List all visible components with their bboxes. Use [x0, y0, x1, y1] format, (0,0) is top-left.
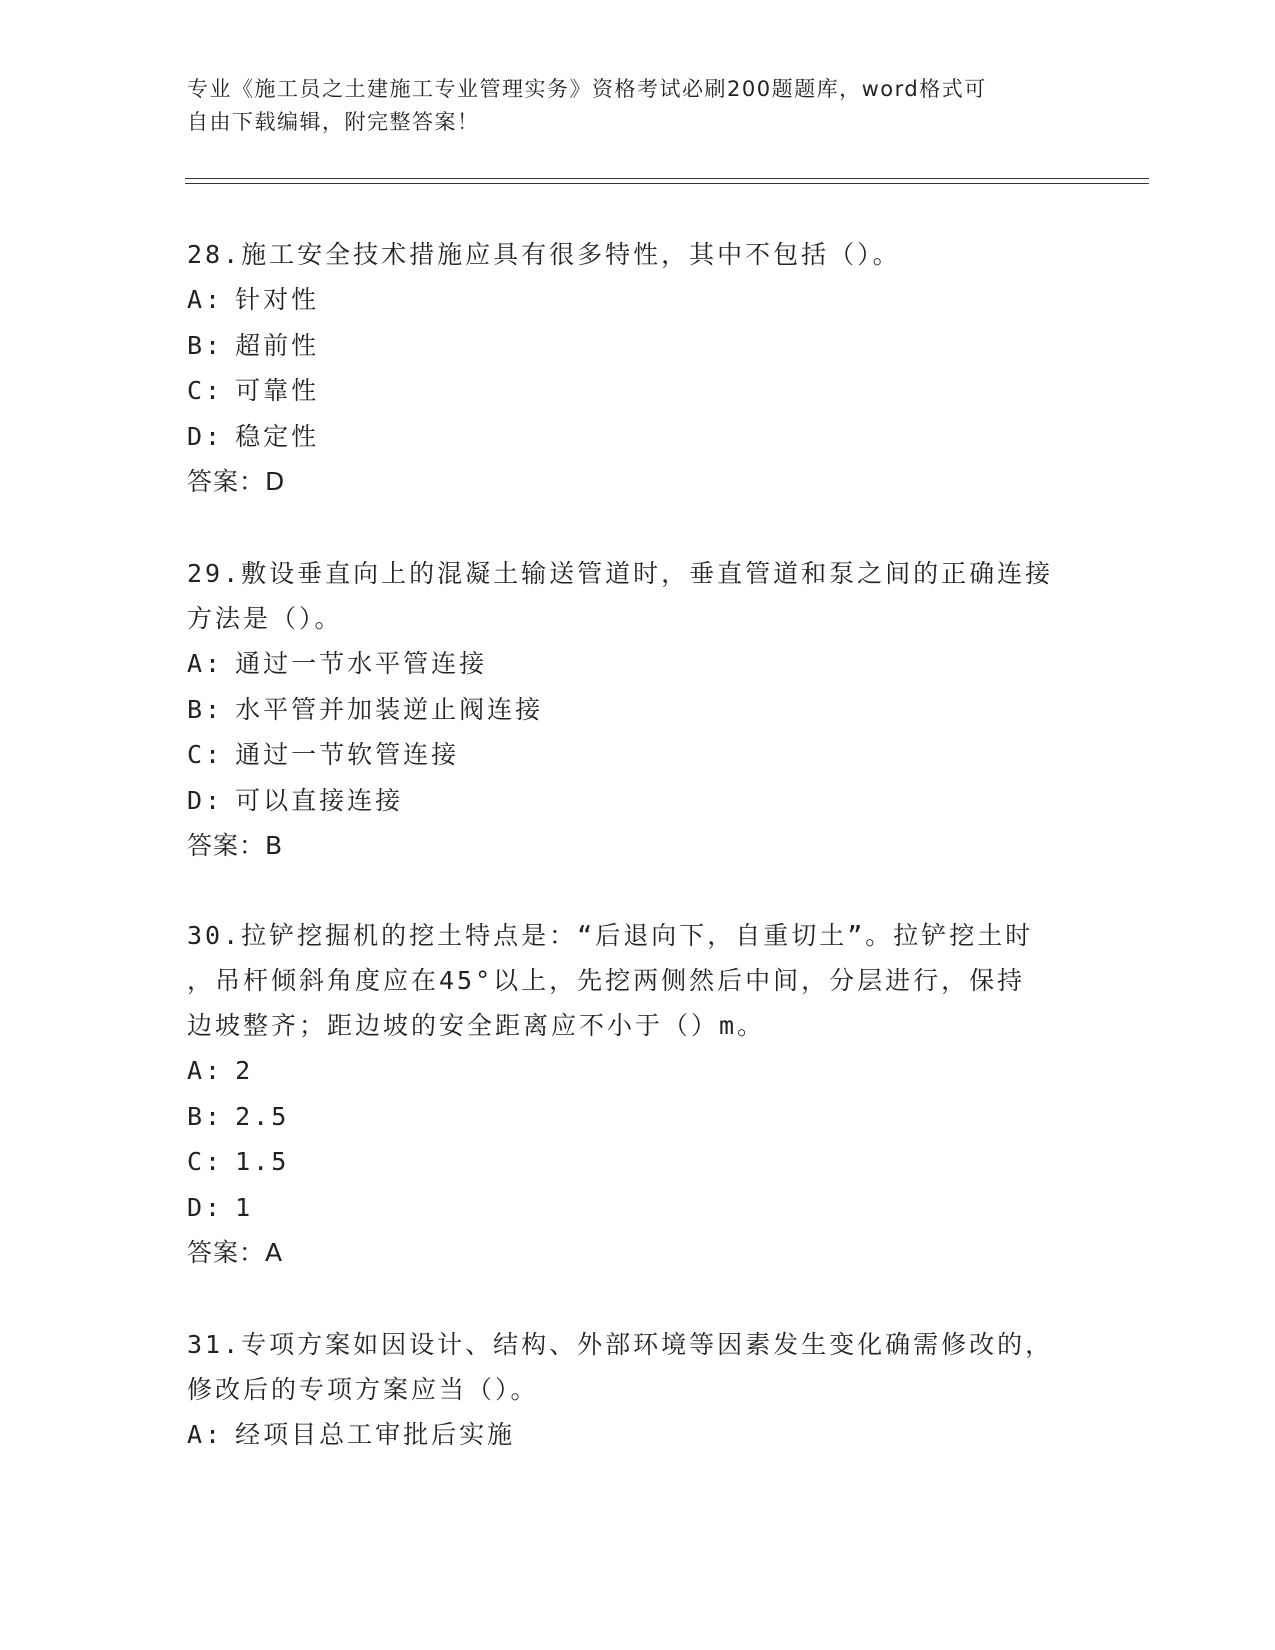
option-a — [187, 277, 1087, 323]
option-label: A: — [187, 1056, 224, 1085]
option-c — [187, 368, 1087, 414]
option-text: 通过一节水平管连接 — [235, 649, 488, 678]
option-text: 经项目总工审批后实施 — [235, 1420, 516, 1449]
option-text: 2.5 — [235, 1101, 290, 1131]
header-line-2: 自由下载编辑，附完整答案！ — [187, 110, 480, 134]
question-stem-continued: 方法是（）。 — [187, 604, 343, 633]
question-stem-continued: 边坡整齐；距边坡的安全距离应不小于（）m。 — [187, 1011, 766, 1040]
answer-line: 答案：A — [187, 1238, 284, 1267]
option-text: 超前性 — [235, 330, 320, 360]
question-stem: 31.专项方案如因设计、结构、外部环境等因素发生变化确需修改的， — [187, 1330, 1054, 1359]
question-31 — [187, 1322, 1087, 1458]
option-d — [187, 1185, 1087, 1231]
option-c — [187, 732, 1087, 778]
question-stem: 28.施工安全技术措施应具有很多特性，其中不包括（）。 — [187, 240, 901, 269]
option-label: B: — [187, 330, 224, 360]
question-28 — [187, 232, 1087, 504]
question-stem-continued: 修改后的专项方案应当（）。 — [187, 1375, 539, 1404]
option-label: A: — [187, 1420, 224, 1449]
option-label: A: — [187, 649, 224, 678]
option-b — [187, 323, 1087, 369]
option-label: B: — [187, 1101, 224, 1131]
option-b — [187, 687, 1087, 733]
option-label: D: — [187, 421, 224, 451]
header-line-1: 专业《施工员之土建施工专业管理实务》资格考试必刷200题题库，word格式可 — [187, 77, 987, 101]
option-label: C: — [187, 740, 224, 769]
option-text: 针对性 — [235, 285, 320, 314]
option-text: 稳定性 — [235, 421, 320, 451]
option-d — [187, 414, 1087, 460]
question-29 — [187, 551, 1087, 868]
question-30 — [187, 913, 1087, 1275]
option-label: C: — [187, 1147, 224, 1176]
option-label: B: — [187, 694, 224, 724]
option-text: 水平管并加装逆止阀连接 — [235, 694, 544, 724]
question-stem: 29.敷设垂直向上的混凝土输送管道时，垂直管道和泵之间的正确连接 — [187, 559, 1054, 588]
option-label: D: — [187, 785, 224, 815]
option-text: 2 — [235, 1056, 254, 1085]
option-d — [187, 778, 1087, 824]
option-a — [187, 1412, 1087, 1458]
option-text: 可以直接连接 — [235, 785, 404, 815]
question-stem-continued: ，吊杆倾斜角度应在45°以上，先挖两侧然后中间，分层进行，保持 — [187, 966, 1026, 995]
option-text: 可靠性 — [235, 376, 320, 405]
answer-line: 答案：D — [187, 467, 286, 496]
header-divider-bottom — [185, 183, 1149, 184]
header-divider-top — [185, 178, 1149, 179]
option-a — [187, 1048, 1087, 1094]
option-label: D: — [187, 1192, 224, 1222]
option-b — [187, 1094, 1087, 1140]
option-label: A: — [187, 285, 224, 314]
option-c — [187, 1139, 1087, 1185]
option-text: 1.5 — [235, 1147, 290, 1176]
answer-line: 答案：B — [187, 831, 284, 860]
document-header — [187, 73, 1067, 139]
option-a — [187, 641, 1087, 687]
option-text: 1 — [235, 1192, 254, 1222]
option-label: C: — [187, 376, 224, 405]
question-stem: 30.拉铲挖掘机的挖土特点是：“后退向下，自重切土”。拉铲挖土时 — [187, 921, 1034, 950]
option-text: 通过一节软管连接 — [235, 740, 460, 769]
